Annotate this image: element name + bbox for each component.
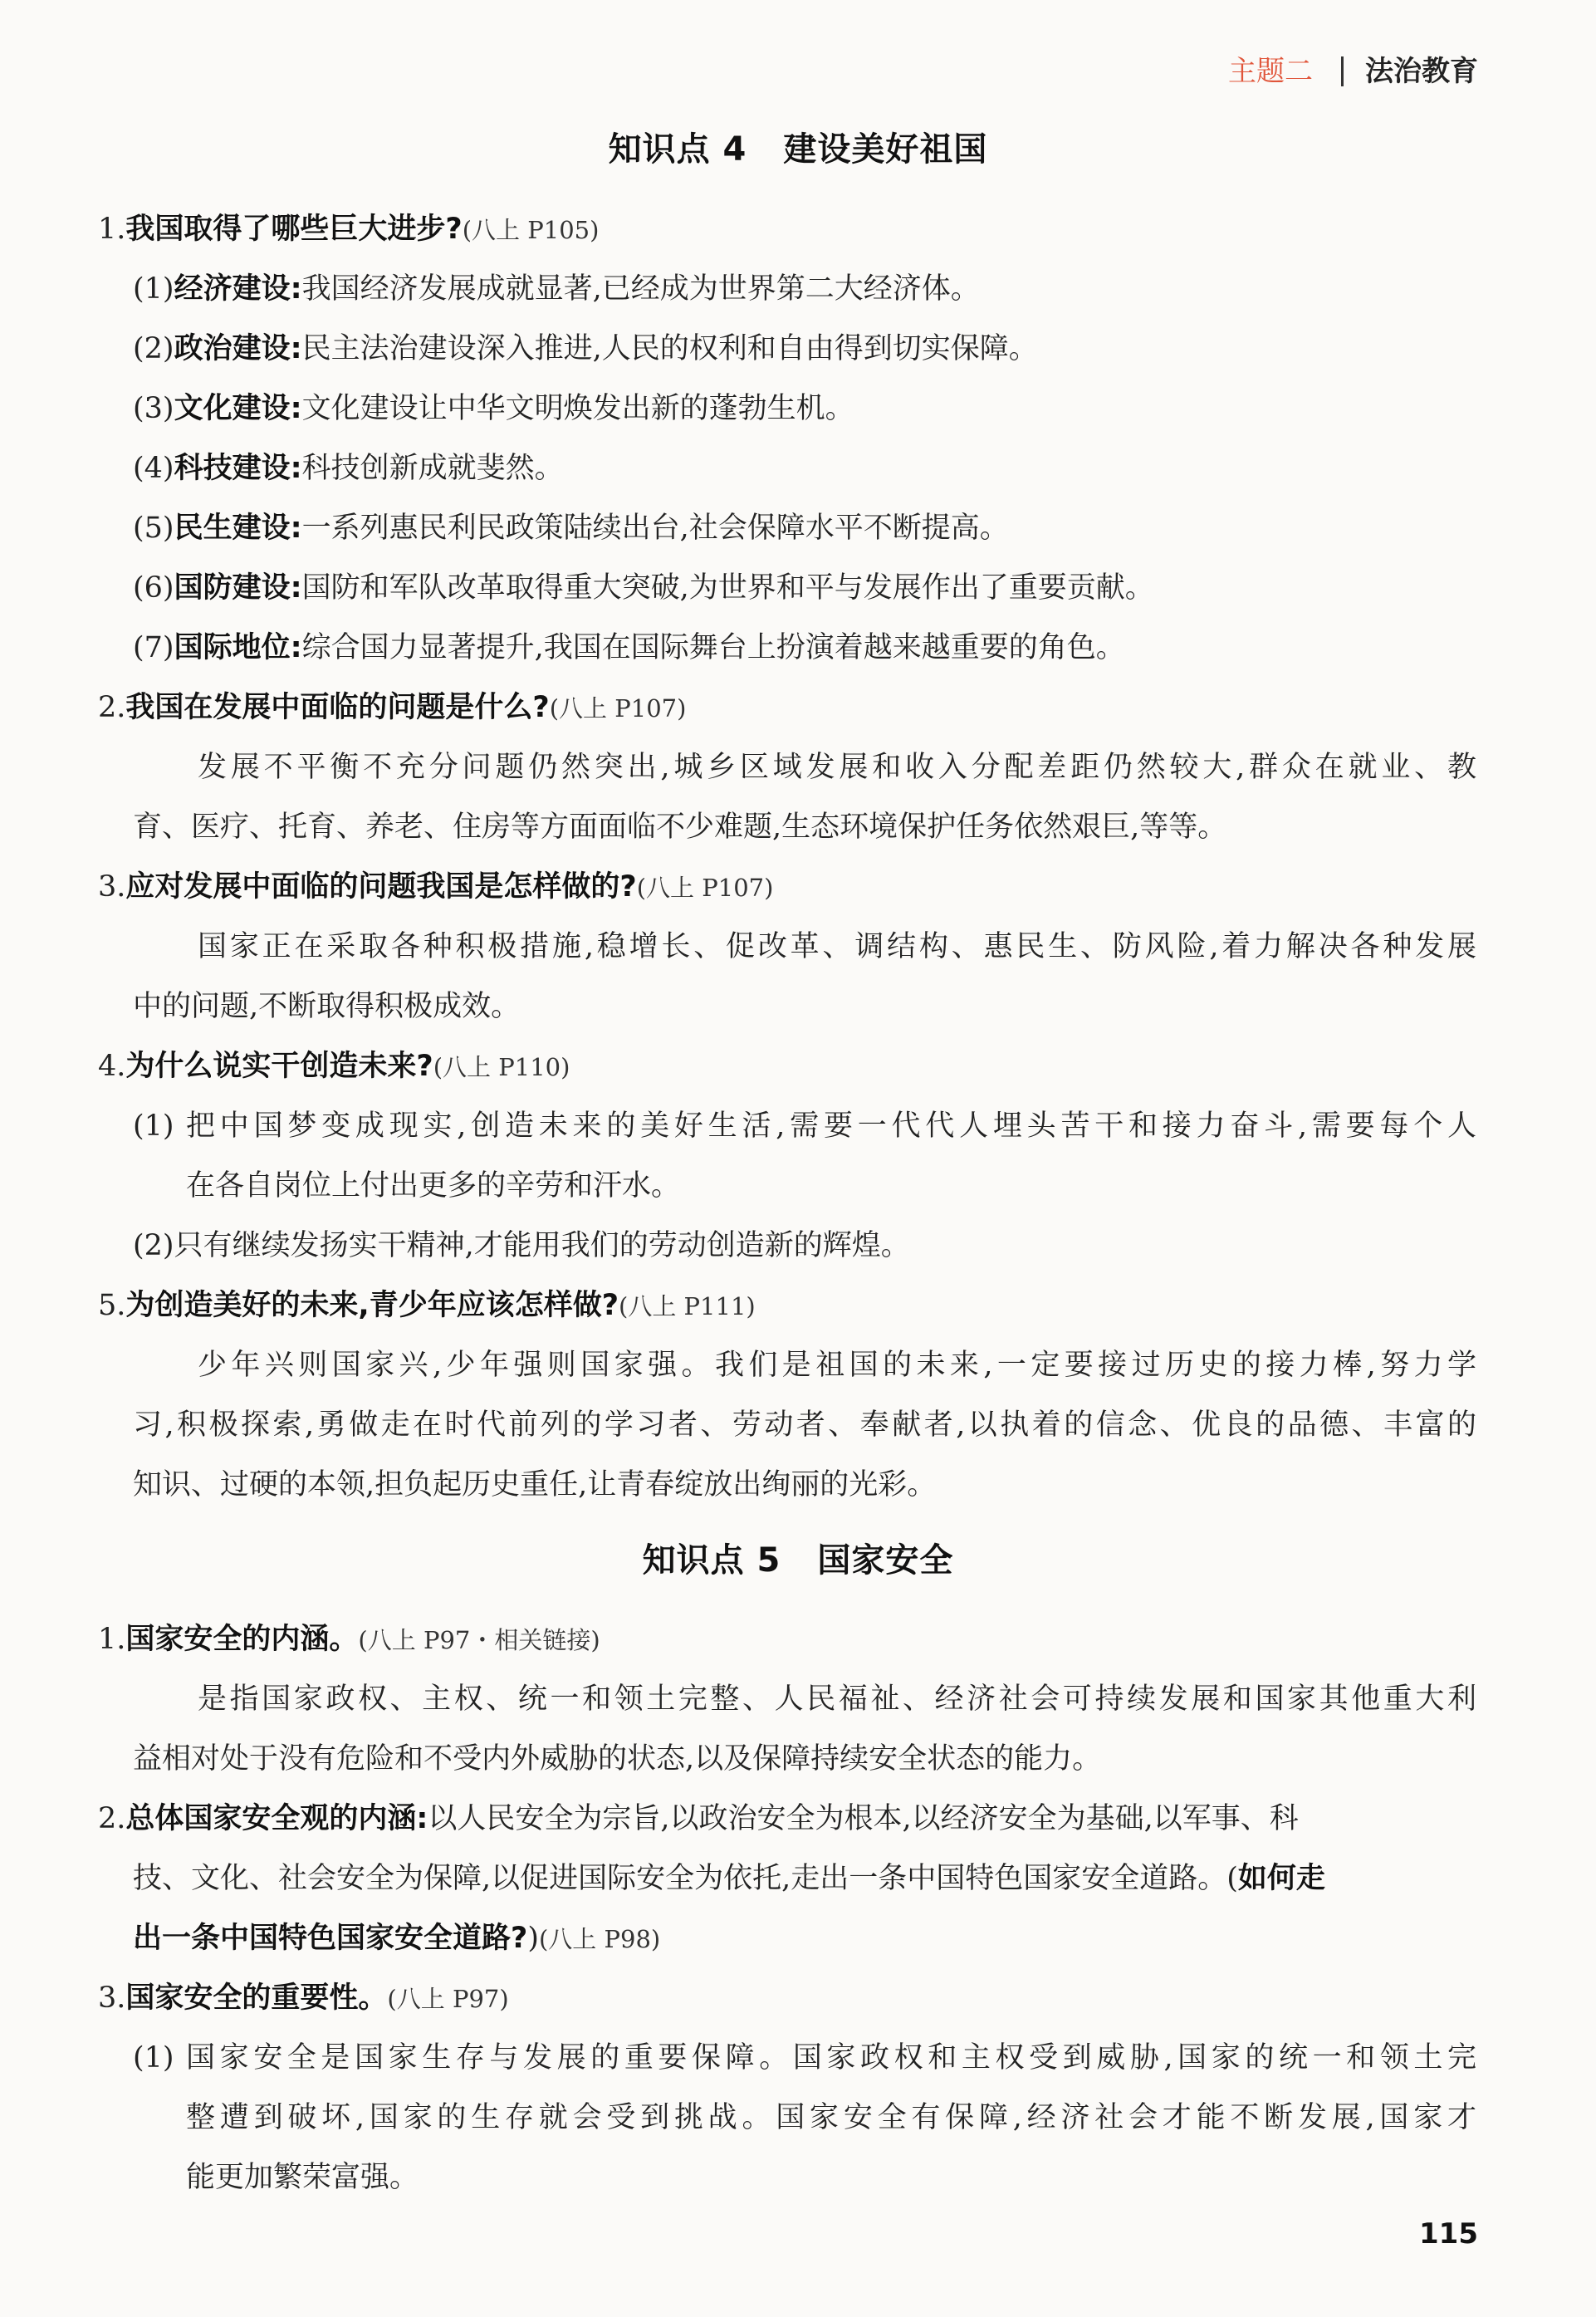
item-text: 文化建设让中华文明焕发出新的蓬勃生机。 — [301, 392, 854, 425]
s4-q2-text: 我国在发展中面临的问题是什么? — [125, 691, 550, 724]
s4-q1-item-4 — [133, 447, 564, 490]
section-5-title — [0, 1540, 1596, 1581]
item-text: 一系列惠民利民政策陆续出台,社会保障水平不断提高。 — [301, 512, 1009, 545]
s4-question-4 — [98, 1045, 570, 1089]
s4-q4-item-1-line-2: 在各自岗位上付出更多的辛劳和汗水。 — [186, 1169, 681, 1203]
s5-q3-ref: (八上 P97) — [387, 1985, 509, 2013]
s5-q2-term: 总体国家安全观的内涵: — [125, 1802, 428, 1835]
s4-q1-number: 1. — [98, 213, 126, 246]
s4-q5-body-line-1: 少年兴则国家兴,少年强则国家强。我们是祖国的未来,一定要接过历史的接力棒,努力学 — [198, 1349, 1476, 1382]
section-4-heading: 建设美好祖国 — [783, 130, 988, 169]
item-number: (4) — [133, 452, 174, 485]
s4-q3-number: 3. — [98, 870, 126, 904]
s5-q3-text: 国家安全的重要性。 — [125, 1981, 388, 2015]
s5-q3-item-1-line-2: 整遭到破坏,国家的生存就会受到挑战。国家安全有保障,经济社会才能不断发展,国家才 — [186, 2101, 1476, 2134]
item-text: 只有继续发扬实干精神,才能用我们的劳动创造新的辉煌。 — [174, 1229, 910, 1262]
s5-q1-number: 1. — [98, 1623, 126, 1656]
section-5-heading: 国家安全 — [817, 1541, 954, 1580]
item-number: (5) — [133, 512, 174, 545]
s4-q1-ref: (八上 P105) — [462, 216, 600, 244]
s4-q1-item-7 — [133, 626, 1125, 669]
item-term: 国际地位: — [174, 631, 302, 664]
item-text: 综合国力显著提升,我国在国际舞台上扮演着越来越重要的角色。 — [301, 631, 1125, 664]
s4-q2-number: 2. — [98, 691, 126, 724]
s5-q2-line-2-bold: 如何走 — [1237, 1862, 1325, 1895]
s5-q2-line-1-text: 以人民安全为宗旨,以政治安全为根本,以经济安全为基础,以军事、科 — [428, 1802, 1299, 1835]
s4-q5-body-line-3: 知识、过硬的本领,担负起历史重任,让青春绽放出绚丽的光彩。 — [133, 1468, 937, 1501]
s5-question-1 — [98, 1618, 600, 1662]
s4-q4-ref: (八上 P110) — [433, 1053, 570, 1081]
s5-question-2 — [98, 1797, 1299, 1840]
s4-q4-item-1-line-1: 把中国梦变成现实,创造未来的美好生活,需要一代代人埋头苦干和接力奋斗,需要每个人 — [186, 1110, 1476, 1143]
item-term: 科技建设: — [174, 452, 302, 485]
s5-q3-item-1-line-1: 国家安全是国家生存与发展的重要保障。国家政权和主权受到威胁,国家的统一和领土完 — [186, 2041, 1476, 2075]
item-text: 国防和军队改革取得重大突破,为世界和平与发展作出了重要贡献。 — [301, 571, 1154, 605]
s5-q2-line-3-bold: 出一条中国特色国家安全道路? — [133, 1922, 528, 1955]
s4-q1-text: 我国取得了哪些巨大进步? — [125, 213, 463, 246]
s4-q3-text: 应对发展中面临的问题我国是怎样做的? — [125, 870, 637, 904]
item-term: 民生建设: — [174, 512, 302, 545]
s5-q1-body-line-1: 是指国家政权、主权、统一和领土完整、人民福祉、经济社会可持续发展和国家其他重大利 — [198, 1683, 1476, 1716]
s4-q1-item-3 — [133, 387, 854, 430]
item-text: 科技创新成就斐然。 — [301, 452, 564, 485]
item-number: (1) — [133, 272, 174, 306]
s4-q3-body-line-1: 国家正在采取各种积极措施,稳增长、促改革、调结构、惠民生、防风险,着力解决各种发展 — [198, 930, 1476, 963]
s5-q1-text: 国家安全的内涵。 — [125, 1623, 359, 1656]
page-header — [1228, 55, 1478, 88]
item-number: (7) — [133, 631, 174, 664]
s4-q1-item-5 — [133, 507, 1009, 550]
s4-q5-text: 为创造美好的未来,青少年应该怎样做? — [125, 1289, 619, 1322]
item-number: (6) — [133, 571, 174, 605]
s4-q3-ref: (八上 P107) — [636, 874, 774, 902]
header-topic: 主题二 — [1228, 55, 1313, 88]
s4-question-5 — [98, 1284, 756, 1328]
s5-q1-ref: (八上 P97・相关链接) — [358, 1626, 600, 1654]
s4-q5-ref: (八上 P111) — [619, 1292, 756, 1320]
item-number: (2) — [133, 332, 174, 365]
s4-q4-item-2 — [133, 1224, 910, 1267]
s5-question-3 — [98, 1977, 509, 2021]
s5-q2-line-2-text: 技、文化、社会安全为保障,以促进国际安全为依托,走出一条中国特色国家安全道路。( — [133, 1862, 1238, 1895]
s4-q5-body-line-2: 习,积极探索,勇做走在时代前列的学习者、劳动者、奉献者,以执着的信念、优良的品德、丰富的 — [133, 1408, 1476, 1442]
s4-q2-ref: (八上 P107) — [549, 694, 687, 723]
s5-q2-line-3-end: ) — [527, 1922, 539, 1955]
section-4-label: 知识点 4 — [608, 130, 747, 169]
s4-q2-body-line-2: 育、医疗、托育、养老、住房等方面面临不少难题,生态环境保护任务依然艰巨,等等。 — [133, 811, 1227, 844]
s5-q3-item-1-line-3: 能更加繁荣富强。 — [186, 2161, 419, 2194]
s4-q3-body-line-2: 中的问题,不断取得积极成效。 — [133, 990, 521, 1023]
header-divider — [1341, 56, 1344, 86]
s4-q5-number: 5. — [98, 1289, 126, 1322]
s4-question-1 — [98, 208, 599, 252]
item-number: (3) — [133, 392, 174, 425]
section-4-title — [0, 129, 1596, 170]
item-term: 文化建设: — [174, 392, 302, 425]
s5-q2-ref: (八上 P98) — [538, 1925, 661, 1953]
item-text: 民主法治建设深入推进,人民的权利和自由得到切实保障。 — [301, 332, 1038, 365]
header-subject: 法治教育 — [1365, 55, 1478, 88]
s4-q1-item-2 — [133, 327, 1038, 370]
s5-q2-line-3 — [133, 1917, 660, 1961]
item-term: 政治建设: — [174, 332, 302, 365]
section-5-label: 知识点 5 — [642, 1541, 781, 1580]
s5-q2-line-2 — [133, 1857, 1325, 1900]
s4-q4-text: 为什么说实干创造未来? — [125, 1050, 433, 1083]
s4-q1-item-1 — [133, 267, 980, 311]
s4-q4-item-1-number: (1) — [133, 1110, 174, 1143]
item-number: (2) — [133, 1229, 174, 1262]
s4-question-3 — [98, 865, 773, 909]
item-text: 我国经济发展成就显著,已经成为世界第二大经济体。 — [301, 272, 980, 306]
s4-question-2 — [98, 686, 686, 730]
s4-q2-body-line-1: 发展不平衡不充分问题仍然突出,城乡区域发展和收入分配差距仍然较大,群众在就业、教 — [198, 751, 1476, 784]
s5-q3-number: 3. — [98, 1981, 126, 2015]
item-term: 国防建设: — [174, 571, 302, 605]
item-term: 经济建设: — [174, 272, 302, 306]
page-number: 115 — [1419, 2217, 1478, 2251]
s4-q1-item-6 — [133, 566, 1154, 610]
s5-q3-item-1-number: (1) — [133, 2041, 174, 2075]
s5-q1-body-line-2: 益相对处于没有危险和不受内外威胁的状态,以及保障持续安全状态的能力。 — [133, 1742, 1102, 1776]
s4-q4-number: 4. — [98, 1050, 126, 1083]
s5-q2-number: 2. — [98, 1802, 126, 1835]
